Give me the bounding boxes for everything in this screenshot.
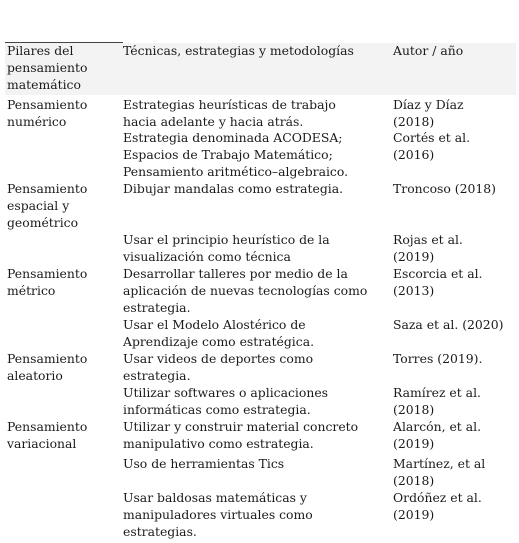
cell-author: (2019) — [393, 249, 435, 264]
cell-author: (2019) — [393, 436, 435, 451]
cell-technique: Aprendizaje como estratégica. — [123, 334, 315, 349]
cell-author: (2016) — [393, 147, 435, 162]
cell-technique: estrategia. — [123, 300, 191, 315]
cell-author: (2018) — [393, 402, 435, 417]
cell-technique: Usar baldosas matemáticas y — [123, 490, 307, 505]
cell-technique: aplicación de nuevas tecnologías como — [123, 283, 368, 298]
cell-technique: Estrategia denominada ACODESA; — [123, 130, 343, 145]
cell-author: Saza et al. (2020) — [393, 317, 504, 332]
cell-technique: visualización como técnica — [123, 249, 291, 264]
cell-author: (2019) — [393, 507, 435, 522]
cell-technique: estrategias. — [123, 524, 197, 539]
cell-pillar: aleatorio — [7, 368, 63, 383]
cell-technique: Pensamiento aritmético–algebraico. — [123, 164, 349, 179]
header-techniques-label: Técnicas, estrategias y metodologías — [123, 43, 354, 58]
cell-technique: Utilizar softwares o aplicaciones — [123, 385, 329, 400]
cell-technique: Dibujar mandalas como estrategia. — [123, 181, 344, 196]
header-author-label: Autor / año — [393, 43, 464, 58]
cell-author: Díaz y Díaz — [393, 97, 464, 112]
cell-pillar: numérico — [7, 114, 67, 129]
cell-author: Troncoso (2018) — [393, 181, 496, 196]
cell-technique: Estrategias heurísticas de trabajo — [123, 97, 336, 112]
cell-technique: Usar videos de deportes como — [123, 351, 314, 366]
cell-pillar: Pensamiento — [7, 419, 88, 434]
cell-author: Ordóñez et al. — [393, 490, 482, 505]
cell-pillar: Pensamiento — [7, 97, 88, 112]
cell-author: Escorcia et al. — [393, 266, 483, 281]
cell-pillar: variacional — [7, 436, 77, 451]
cell-pillar: métrico — [7, 283, 56, 298]
cell-author: (2013) — [393, 283, 435, 298]
cell-technique: Usar el Modelo Alostérico de — [123, 317, 306, 332]
cell-author: (2018) — [393, 114, 435, 129]
cell-pillar: Pensamiento — [7, 351, 88, 366]
cell-technique: estrategia. — [123, 368, 191, 383]
cell-author: Martínez, et al — [393, 456, 486, 471]
header-pillar-label: pensamiento — [7, 60, 88, 75]
cell-technique: informáticas como estrategia. — [123, 402, 311, 417]
cell-pillar: espacial y — [7, 198, 70, 213]
cell-technique: Uso de herramientas Tics — [123, 456, 285, 471]
cell-technique: manipuladores virtuales como — [123, 507, 313, 522]
cell-technique: Desarrollar talleres por medio de la — [123, 266, 348, 281]
cell-technique: hacia adelante y hacia atrás. — [123, 114, 304, 129]
cell-technique: Usar el principio heurístico de la — [123, 232, 330, 247]
cell-pillar: Pensamiento — [7, 266, 88, 281]
cell-pillar: geométrico — [7, 215, 79, 230]
cell-author: Torres (2019). — [393, 351, 483, 366]
cell-author: Cortés et al. — [393, 130, 471, 145]
cell-technique: manipulativo como estrategia. — [123, 436, 314, 451]
header-pillar-label: Pilares del — [7, 43, 74, 58]
cell-pillar: Pensamiento — [7, 181, 88, 196]
cell-author: Alarcón, et al. — [393, 419, 482, 434]
header-pillar-label: matemático — [7, 77, 81, 92]
cell-author: Rojas et al. — [393, 232, 463, 247]
cell-author: (2018) — [393, 473, 435, 488]
cell-author: Ramírez et al. — [393, 385, 481, 400]
cell-technique: Espacios de Trabajo Matemático; — [123, 147, 333, 162]
cell-technique: Utilizar y construir material concreto — [123, 419, 359, 434]
